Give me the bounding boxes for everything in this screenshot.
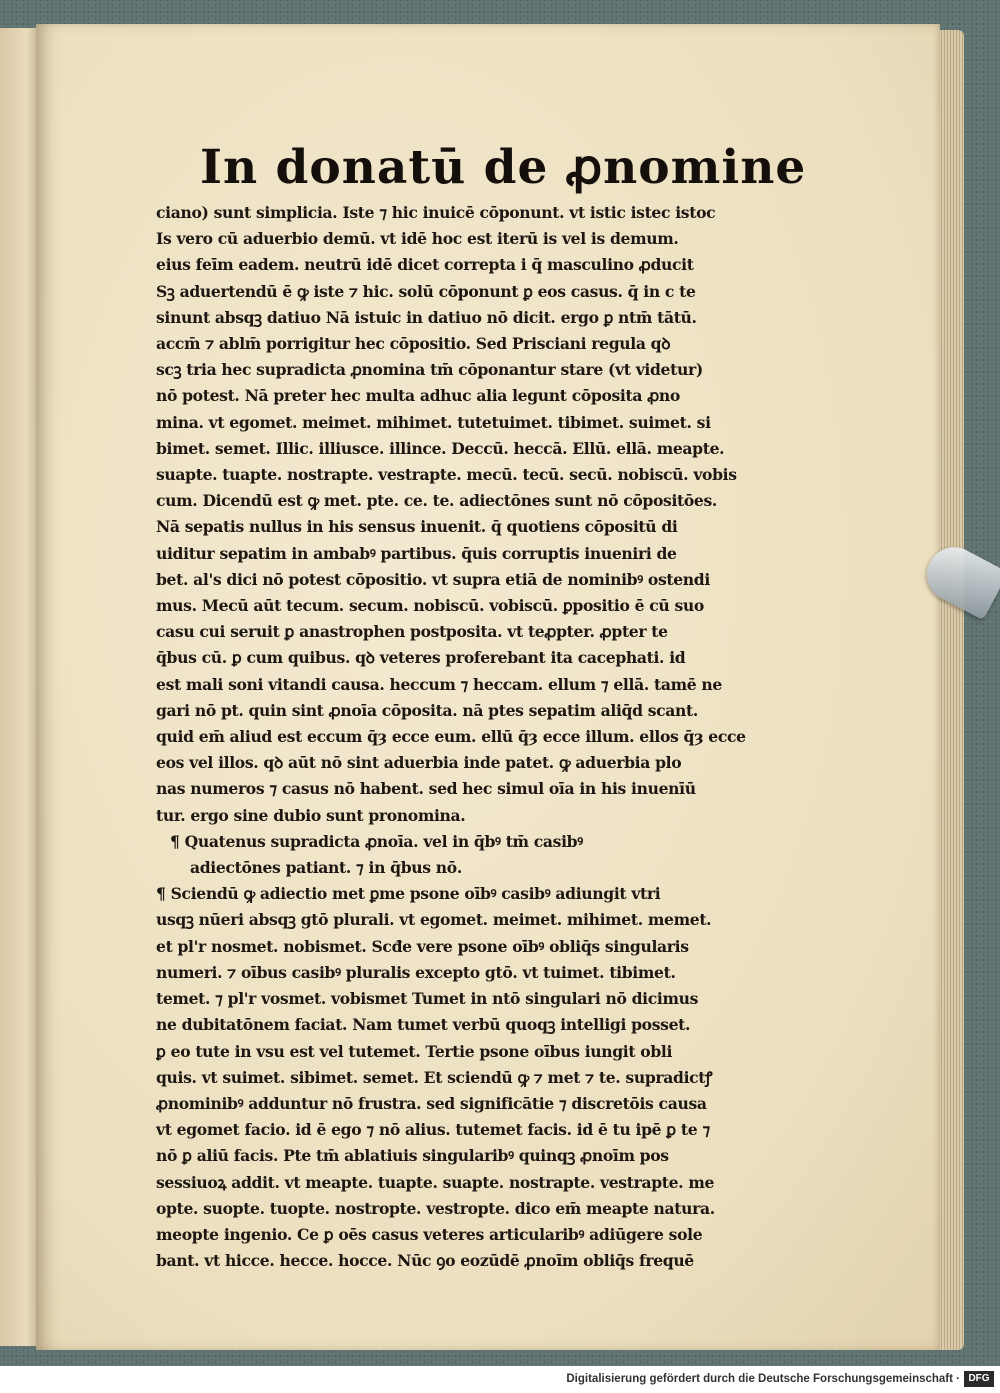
text-line: scꝫ tria hec supradicta ꝓnomina tm̄ cōponantur stare (vt videtur): [156, 360, 703, 380]
text-line: ciano) sunt simplicia. Iste ⁊ hic inuicē cōponunt. vt istic istec istoc: [156, 203, 716, 222]
text-line: accm̄ ⁊ ablm̄ porrigitur hec cōpositio. Sed Prisciani regula qꝺ: [156, 334, 671, 354]
text-line: est mali soni vitandi causa. heccum ⁊ heccam. ellum ⁊ ellā. tamē ne: [156, 674, 722, 694]
text-line: numeri. ⁊ oībus casibꝰ pluralis excepto gtō. vt tuimet. tibimet.: [156, 962, 676, 982]
dfg-logo-icon: DFG: [964, 1371, 994, 1387]
text-line: quis. vt suimet. sibimet. semet. Et sciendū ꝙ ⁊ met ⁊ te. supradictꝭ: [156, 1067, 713, 1087]
text-line: nō potest. Nā preter hec multa adhuc alia legunt cōposita ꝓno: [156, 386, 680, 406]
text-line: quid em̄ aliud est eccum q̄ȝ ecce eum. ellū q̄ȝ ecce illum. ellos q̄ȝ ecce: [156, 727, 746, 747]
text-line: et pl'r nosmet. nobismet. Scđe vere psone oībꝰ obliq̄s singularis: [156, 936, 689, 956]
text-lines: [156, 200, 746, 1274]
text-line: bet. al's dici nō potest cōpositio. vt supra etiā de nominibꝰ ostendi: [156, 569, 710, 589]
text-line: uiditur sepatim in ambabꝰ partibus. q̄uis corruptis inueniri de: [156, 543, 677, 563]
text-line: bant. vt hicce. hecce. hocce. Nūc ꝯo eozūdē ꝓnoīm obliq̄s frequē: [156, 1251, 694, 1271]
funding-credit: Digitalisierung gefördert durch die Deutsche Forschungsgemeinschaft ·: [566, 1373, 960, 1385]
text-line: eius feīm eadem. neutrū idē dicet correpta i q̄ masculino ꝓducit: [156, 255, 694, 275]
text-line: ꝓnominibꝰ adduntur nō frustra. sed significātie ⁊ discretōis causa: [156, 1093, 707, 1113]
text-line: nō ꝑ aliū facis. Pte tm̄ ablatiuis singularibꝰ quinqꝫ ꝓnoīm pos: [156, 1146, 669, 1166]
text-line: gari nō pt. quin sint ꝓnoīa cōposita. nā ptes sepatim aliq̄d scant.: [156, 700, 698, 720]
section-heading-continuation: adiectōnes patiant. ⁊ in q̄bus nō.: [190, 858, 462, 878]
text-line: sinunt absqꝫ datiuo Nā istuic in datiuo nō dicit. ergo ꝑ ntm̄ tātū.: [156, 307, 697, 327]
text-line: vt egomet facio. id ē ego ⁊ nō alius. tutemet facis. id ē tu ipē ꝑ te ⁊: [156, 1120, 710, 1140]
running-head: In donatū de ꝓnomine: [200, 140, 807, 195]
text-line: suapte. tuapte. nostrapte. vestrapte. mecū. tecū. secū. nobiscū. vobis: [156, 465, 737, 485]
text-line: Sꝫ aduertendū ē ꝙ iste ⁊ hic. solū cōponunt ꝑ eos casus. q̄ in c te: [156, 281, 696, 301]
text-line: q̄bus cū. ꝑ cum quibus. qꝺ veteres proferebant ita cacephati. id: [156, 648, 686, 668]
text-line: ¶ Sciendū ꝙ adiectio met ꝑme psone oībꝰ casibꝰ adiungit vtri: [156, 884, 661, 904]
text-line: mus. Mecū aūt tecum. secum. nobiscū. vobiscū. ꝑpositio ē cū suo: [156, 596, 704, 616]
footer-bar: [0, 1366, 1000, 1393]
text-line: tur. ergo sine dubio sunt pronomina.: [156, 805, 466, 825]
text-line: Nā sepatis nullus in his sensus inuenit. q̄ quotiens cōpositū di: [156, 517, 678, 537]
text-line: Is vero cū aduerbio demū. vt idē hoc est iterū is vel is demum.: [156, 229, 679, 249]
text-line: mina. vt egomet. meimet. mihimet. tutetuimet. tibimet. suimet. si: [156, 412, 711, 432]
text-line: usqꝫ nūeri absqꝫ gtō plurali. vt egomet. meimet. mihimet. memet.: [156, 910, 712, 930]
text-line: sessiuoꝝ addit. vt meapte. tuapte. suapte. nostrapte. vestrapte. me: [156, 1172, 715, 1192]
text-line: cum. Dicendū est ꝙ met. pte. ce. te. adiectōnes sunt nō cōpositōes.: [156, 491, 718, 511]
text-line: eos vel illos. qꝺ aūt nō sint aduerbia inde patet. ꝙ aduerbia plo: [156, 753, 682, 773]
text-line: opte. suopte. tuopte. nostropte. vestropte. dico em̄ meapte natura.: [156, 1198, 715, 1218]
text-line: nas numeros ⁊ casus nō habent. sed hec simul oīa in his inuenīū: [156, 779, 696, 799]
text-line: ꝑ eo tute in vsu est vel tutemet. Tertie psone oībus iungit obli: [156, 1041, 673, 1061]
section-heading: ¶ Quatenus supradicta ꝓnoīa. vel in q̄bꝰ tm̄ casibꝰ: [170, 831, 583, 851]
text-line: casu cui seruit ꝑ anastrophen postposita. vt teꝓpter. ꝓpter te: [156, 622, 668, 642]
text-line: ne dubitatōnem faciat. Nam tumet verbū quoqꝫ intelligi posset.: [156, 1015, 691, 1035]
text-line: temet. ⁊ pl'r vosmet. vobismet Tumet in ntō singulari nō dicimus: [156, 989, 699, 1009]
text-line: bimet. semet. Illic. illiusce. illince. Deccū. heccā. Ellū. ellā. meapte.: [156, 438, 725, 458]
text-block: [156, 140, 807, 1274]
text-line: meopte ingenio. Ce ꝑ oēs casus veteres articularibꝰ adiūgere sole: [156, 1224, 703, 1244]
